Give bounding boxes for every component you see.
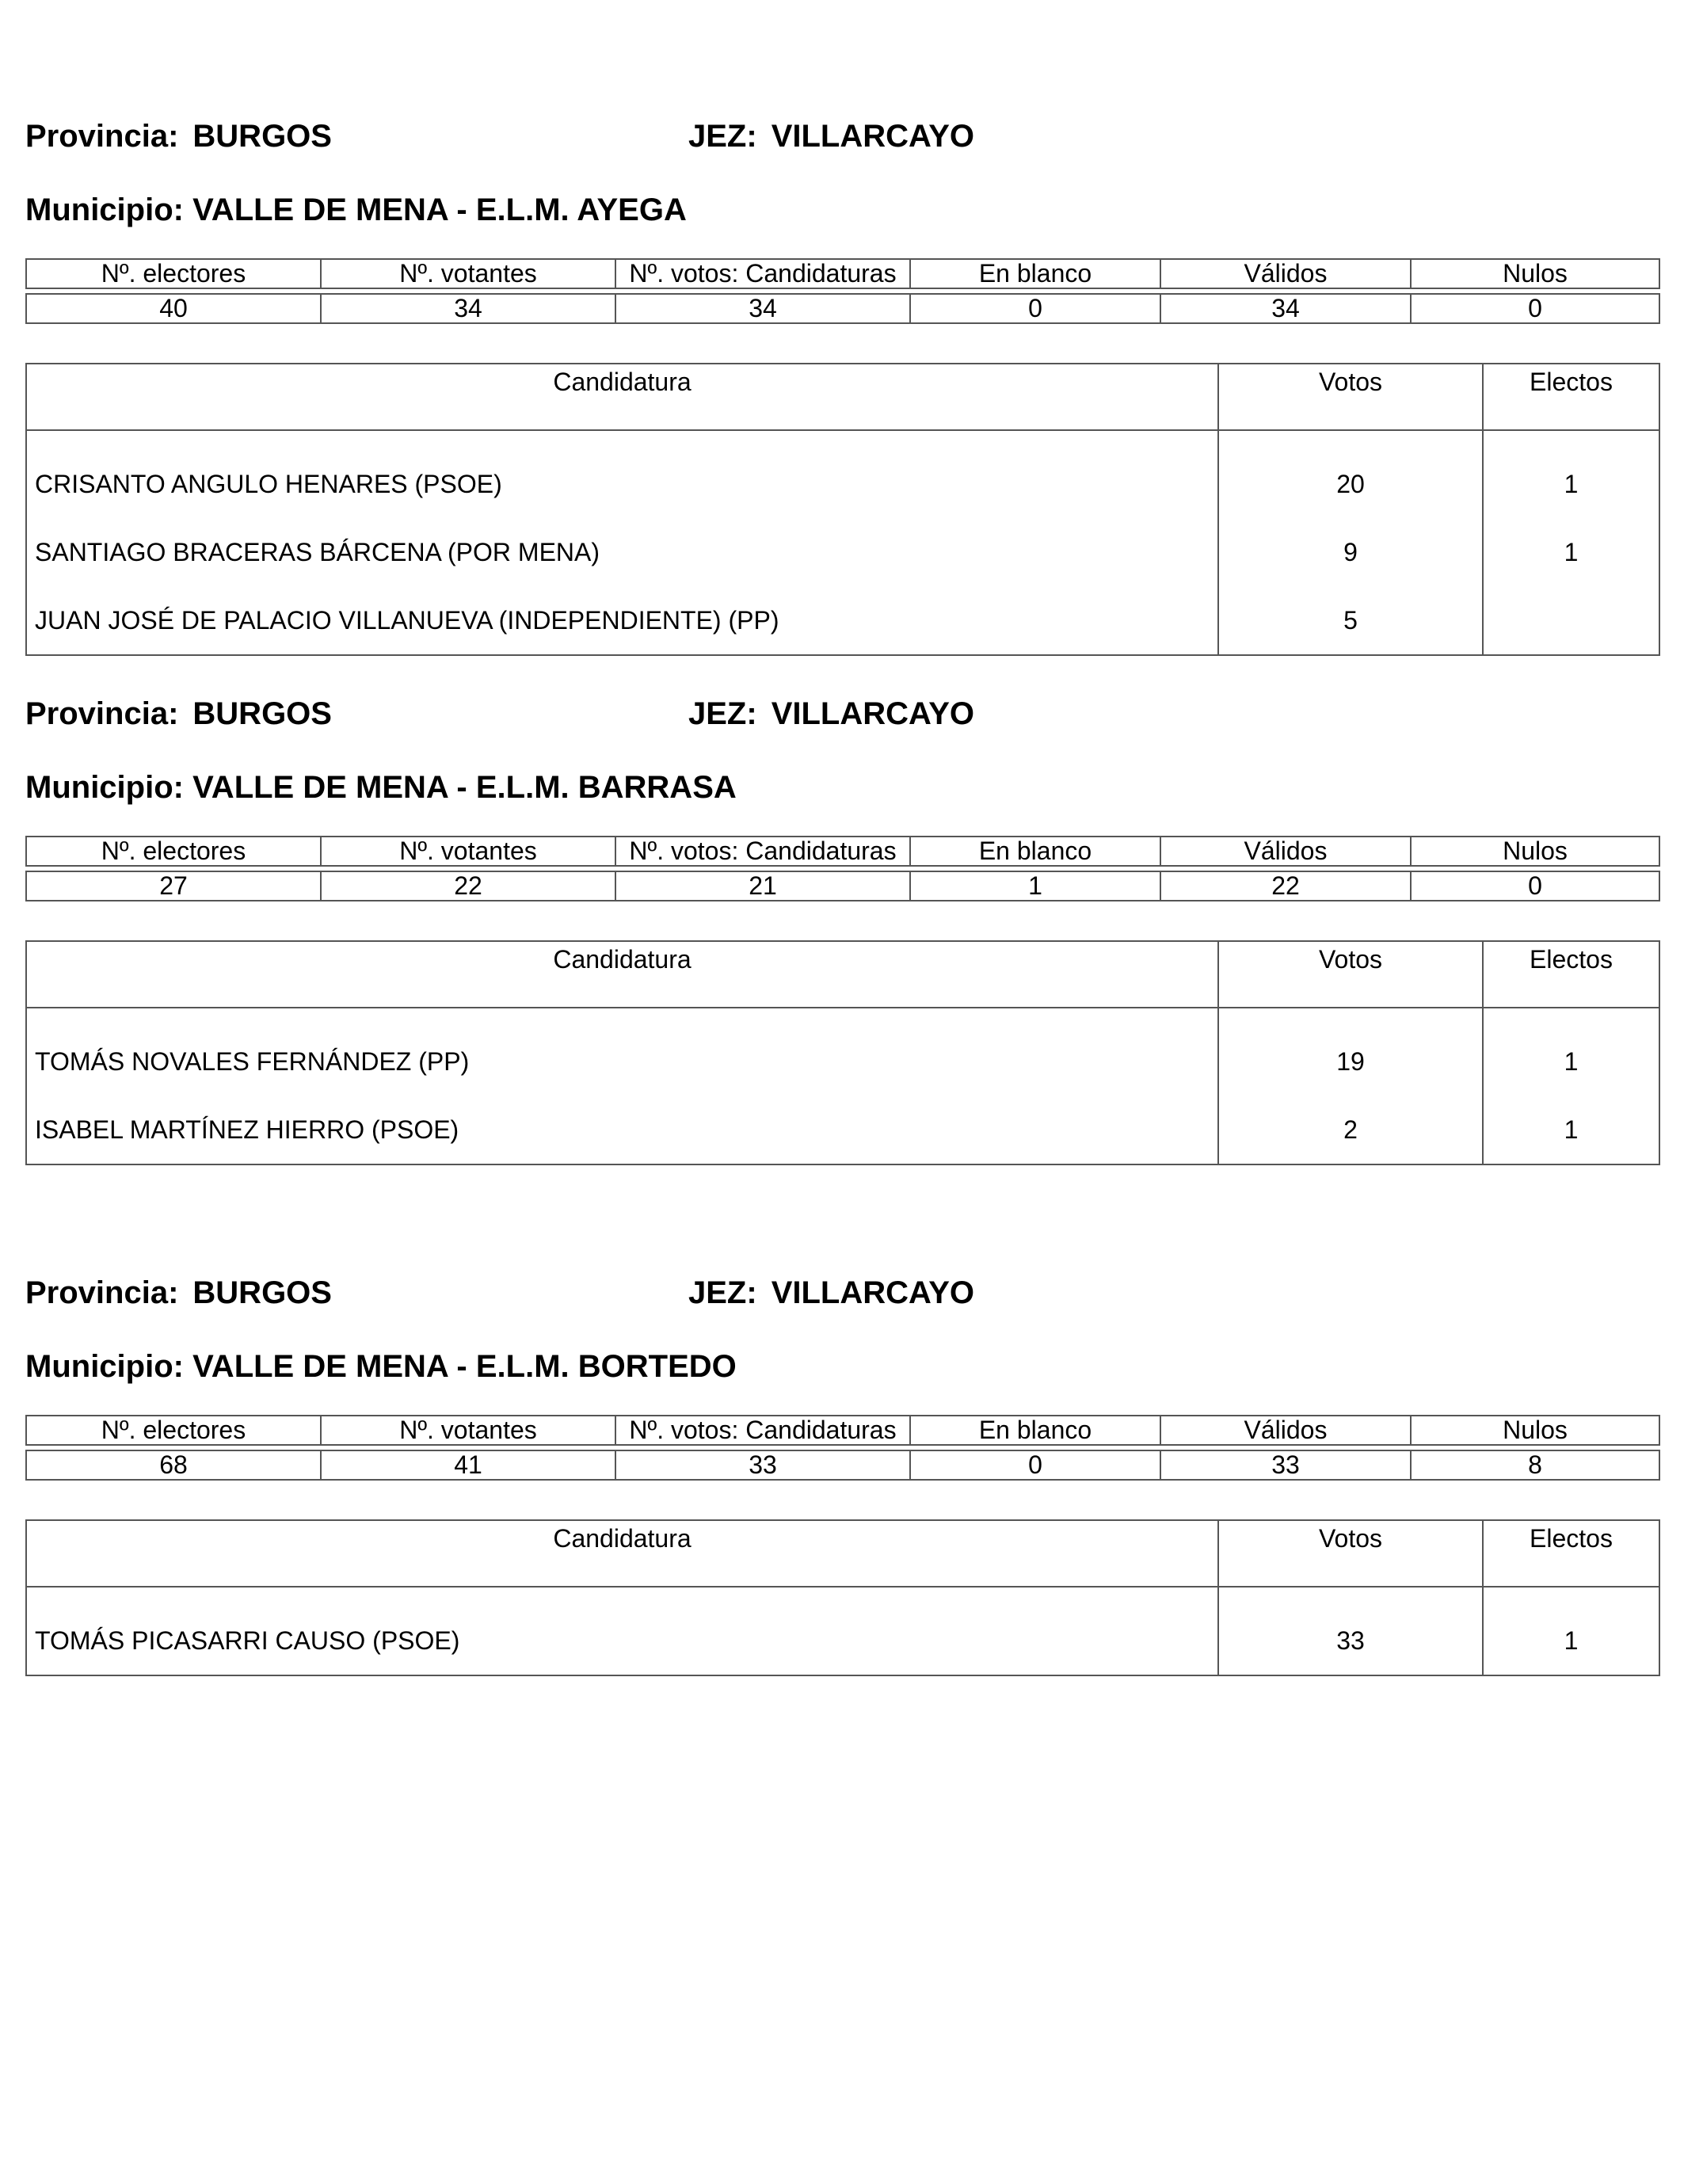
header-line [25,112,1659,160]
candidate-row [26,1587,1659,1675]
candidate-votos: 2 [1218,1096,1483,1164]
provincia-header [25,112,332,160]
stats-header-validos: Válidos [1160,1416,1411,1445]
candidate-name: TOMÁS NOVALES FERNÁNDEZ (PP) [26,1008,1218,1096]
stats-values-row [26,294,1659,323]
stats-table [25,1415,1660,1446]
provincia-value: BURGOS [192,119,332,154]
candidates-header-row [26,941,1659,1008]
stats-validos: 22 [1160,871,1411,901]
jez-header [688,1269,974,1317]
section-barrasa [25,690,1659,1144]
candidate-electos: 1 [1483,1587,1659,1675]
candidates-table [25,1519,1660,1676]
header-candidatura: Candidatura [26,1520,1218,1587]
jez-value: VILLARCAYO [771,696,975,731]
stats-votos-candidaturas: 33 [615,1450,910,1480]
provincia-value: BURGOS [192,1275,332,1310]
section-ayega [25,112,1659,635]
candidates-header-row [26,364,1659,430]
jez-header [688,112,974,160]
provincia-label: Provincia: [25,696,179,731]
municipio-header [25,764,737,811]
stats-header-validos: Válidos [1160,259,1411,288]
candidate-electos: 1 [1483,518,1659,586]
stats-nulos: 8 [1411,1450,1659,1480]
candidate-electos: 1 [1483,430,1659,518]
stats-nulos: 0 [1411,294,1659,323]
stats-votantes: 41 [321,1450,615,1480]
jez-label: JEZ: [688,1275,757,1310]
header-votos: Votos [1218,941,1483,1008]
candidates-table [25,940,1660,1165]
candidate-row [26,1096,1659,1164]
stats-validos: 34 [1160,294,1411,323]
stats-header-row [26,1416,1659,1445]
candidate-votos: 19 [1218,1008,1483,1096]
stats-header-votantes: Nº. votantes [321,259,615,288]
candidate-electos: 1 [1483,1096,1659,1164]
provincia-header [25,1269,332,1317]
municipio-value: VALLE DE MENA - E.L.M. BORTEDO [192,1349,737,1384]
candidate-votos: 5 [1218,586,1483,655]
stats-header-row [26,837,1659,866]
stats-header-validos: Válidos [1160,837,1411,866]
candidate-name: JUAN JOSÉ DE PALACIO VILLANUEVA (INDEPENDIENTE) (PP) [26,586,1218,655]
header-electos: Electos [1483,364,1659,430]
header-electos: Electos [1483,1520,1659,1587]
candidate-row [26,586,1659,655]
municipio-label: Municipio: [25,770,184,805]
stats-values-table [25,1450,1660,1481]
stats-header-nulos: Nulos [1411,1416,1659,1445]
header-electos: Electos [1483,941,1659,1008]
stats-electores: 27 [26,871,321,901]
header-candidatura: Candidatura [26,364,1218,430]
provincia-value: BURGOS [192,696,332,731]
municipio-label: Municipio: [25,1349,184,1384]
section-bortedo [25,1269,1659,1655]
stats-votantes: 22 [321,871,615,901]
jez-header [688,690,974,738]
stats-table [25,258,1660,289]
stats-electores: 68 [26,1450,321,1480]
stats-votos-candidaturas: 34 [615,294,910,323]
stats-votos-candidaturas: 21 [615,871,910,901]
jez-label: JEZ: [688,696,757,731]
stats-values-table [25,871,1660,901]
stats-en-blanco: 0 [910,294,1160,323]
stats-header-votantes: Nº. votantes [321,1416,615,1445]
header-votos: Votos [1218,1520,1483,1587]
candidate-electos: 1 [1483,1008,1659,1096]
header-votos: Votos [1218,364,1483,430]
municipio-header [25,1343,737,1390]
candidate-name: ISABEL MARTÍNEZ HIERRO (PSOE) [26,1096,1218,1164]
candidate-votos: 9 [1218,518,1483,586]
stats-header-nulos: Nulos [1411,259,1659,288]
municipio-label: Municipio: [25,192,184,227]
jez-label: JEZ: [688,119,757,154]
stats-votantes: 34 [321,294,615,323]
candidate-name: TOMÁS PICASARRI CAUSO (PSOE) [26,1587,1218,1675]
stats-nulos: 0 [1411,871,1659,901]
municipio-value: VALLE DE MENA - E.L.M. BARRASA [192,770,737,805]
stats-header-votos-candidaturas: Nº. votos: Candidaturas [615,1416,910,1445]
stats-header-votos-candidaturas: Nº. votos: Candidaturas [615,259,910,288]
candidate-name: CRISANTO ANGULO HENARES (PSOE) [26,430,1218,518]
stats-header-electores: Nº. electores [26,837,321,866]
candidate-votos: 33 [1218,1587,1483,1675]
candidate-row [26,518,1659,586]
stats-en-blanco: 0 [910,1450,1160,1480]
jez-value: VILLARCAYO [771,1275,975,1310]
stats-en-blanco: 1 [910,871,1160,901]
stats-header-electores: Nº. electores [26,1416,321,1445]
stats-header-en-blanco: En blanco [910,1416,1160,1445]
candidate-name: SANTIAGO BRACERAS BÁRCENA (POR MENA) [26,518,1218,586]
header-line [25,690,1659,738]
provincia-label: Provincia: [25,1275,179,1310]
provincia-header [25,690,332,738]
stats-header-votantes: Nº. votantes [321,837,615,866]
candidate-row [26,1008,1659,1096]
stats-header-electores: Nº. electores [26,259,321,288]
header-candidatura: Candidatura [26,941,1218,1008]
stats-values-row [26,1450,1659,1480]
candidates-header-row [26,1520,1659,1587]
municipio-value: VALLE DE MENA - E.L.M. AYEGA [192,192,687,227]
provincia-label: Provincia: [25,119,179,154]
stats-header-en-blanco: En blanco [910,259,1160,288]
stats-header-en-blanco: En blanco [910,837,1160,866]
stats-validos: 33 [1160,1450,1411,1480]
stats-header-votos-candidaturas: Nº. votos: Candidaturas [615,837,910,866]
candidate-votos: 20 [1218,430,1483,518]
candidate-row [26,430,1659,518]
stats-values-table [25,293,1660,324]
jez-value: VILLARCAYO [771,119,975,154]
candidates-table [25,363,1660,656]
stats-table [25,836,1660,867]
stats-header-row [26,259,1659,288]
stats-values-row [26,871,1659,901]
header-line [25,1269,1659,1317]
candidate-electos [1483,586,1659,655]
stats-electores: 40 [26,294,321,323]
stats-header-nulos: Nulos [1411,837,1659,866]
municipio-header [25,186,687,234]
